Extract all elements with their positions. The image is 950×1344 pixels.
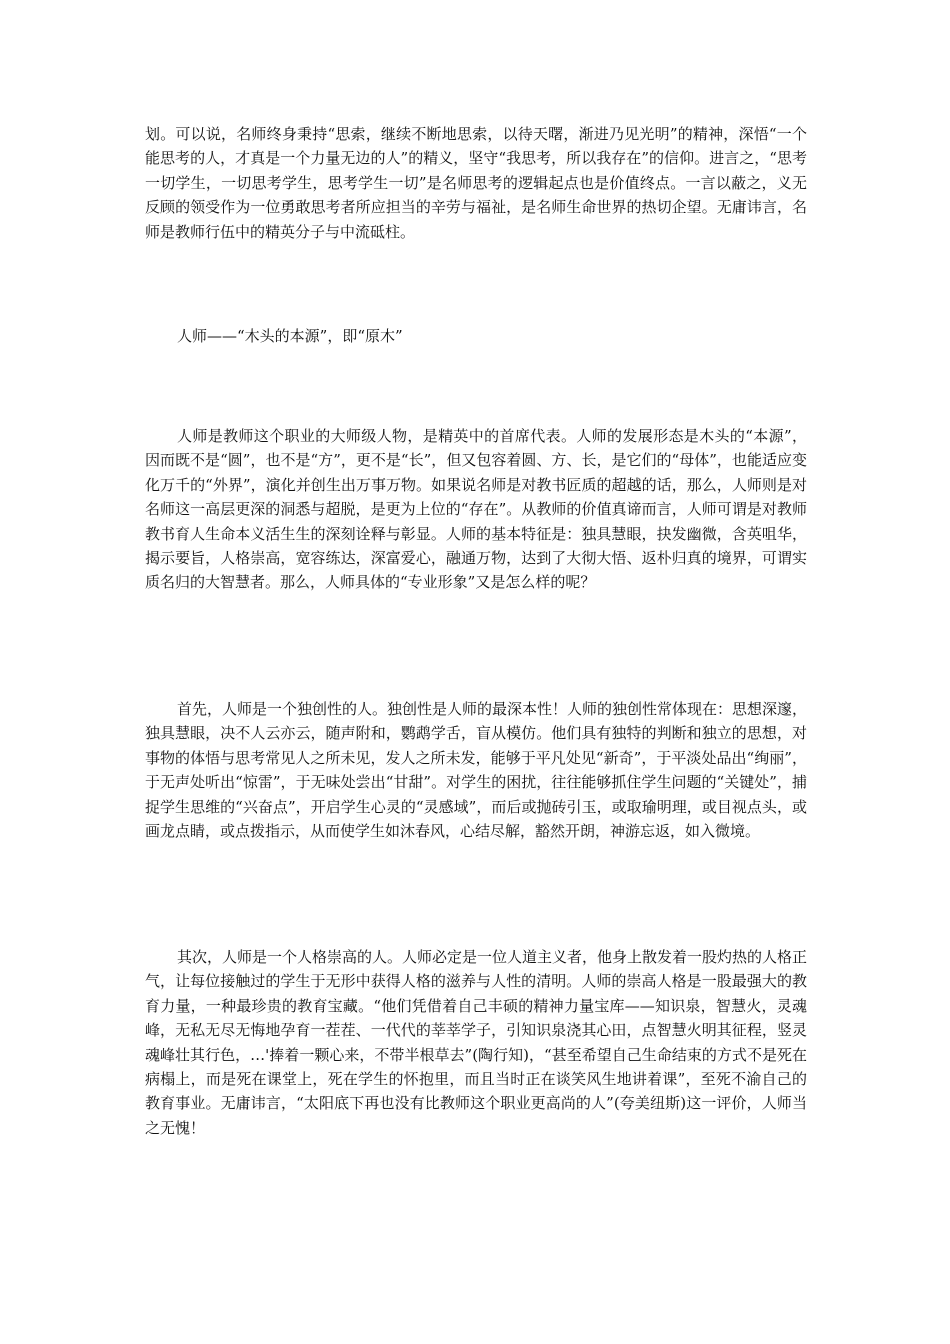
renshi-definition-paragraph: 人师是教师这个职业的大师级人物，是精英中的首席代表。人师的发展形态是木头的“本源”，因而既不是“圆”，也不是“方”，更不是“长”，但又包容着圆、方、长，是它们的“母体”，也能适应变化万千的“外界”，演化并创生出万事万物。如果说名师是对教书匠质的超越的话，那么，人师则是对名师这一高层更深的洞悉与超脱，是更为上位的“存在”。从教师的价值真谛而言，人师可谓是对教师教书育人生命本义活生生的深刻诠释与彰显。人师的基本特征是：独具慧眼，抉发幽微，含英咀华，揭示要旨，人格崇高，宽容练达，深富爱心，融通万物，达到了大彻大悟、返朴归真的境界，可谓实质名归的大智慧者。那么，人师具体的“专业形象”又是怎么样的呢？ — [145, 427, 807, 592]
intro-continuation-paragraph: 划。可以说，名师终身秉持“思索，继续不断地思索，以待天曙，渐进乃见光明”的精神，深悟“一个能思考的人，才真是一个力量无边的人”的精义，坚守“我思考，所以我存在”的信仰。进言之，“思考一切学生，一切思考学生，思考学生一切”是名师思考的逻辑起点也是价值终点。一言以蔽之，义无反顾的领受作为一位勇敢思考者所应担当的辛劳与福祉，是名师生命世界的热切企望。无庸讳言，名师是教师行伍中的精英分子与中流砥柱。 — [145, 125, 807, 241]
section-heading: 人师——“木头的本源”，即“原木” — [177, 327, 403, 345]
first-trait-paragraph: 首先，人师是一个独创性的人。独创性是人师的最深本性！人师的独创性常体现在：思想深邃，独具慧眼，决不人云亦云，随声附和，鹦鹉学舌，盲从模仿。他们具有独特的判断和独立的思想，对事物的体悟与思考常见人之所未见，发人之所未发，能够于平凡处见“新奇”，于平淡处品出“绚丽”，于无声处听出“惊雷”，于无味处尝出“甘甜”。对学生的困扰，往往能够抓住学生问题的“关键处”，捕捉学生思维的“兴奋点”，开启学生心灵的“灵感域”，而后或抛砖引玉，或取瑜明理，或目视点头，或画龙点睛，或点拨指示，从而使学生如沐春风，心结尽解，豁然开朗，神游忘返，如入微境。 — [145, 700, 808, 841]
second-trait-paragraph: 其次，人师是一个人格崇高的人。人师必定是一位人道主义者，他身上散发着一股灼热的人格正气，让每位接触过的学生于无形中获得人格的滋养与人性的清明。人师的崇高人格是一股最强大的教育力量，一种最珍贵的教育宝藏。“他们凭借着自己丰硕的精神力量宝库——知识泉，智慧火，灵魂峰，无私无尽无悔地孕育一茬茬、一代代的莘莘学子，引知识泉浇其心田，点智慧火明其征程，竖灵魂峰壮其行色，…'捧着一颗心来，不带半根草去”(陶行知)，“甚至希望自己生命结束的方式不是死在病榻上，而是死在课堂上，死在学生的怀抱里，而且当时正在谈笑风生地讲着课”，至死不渝自己的教育事业。无庸讳言，“太阳底下再也没有比教师这个职业更高尚的人”(夸美纽斯)这一评价，人师当之无愧！ — [145, 948, 808, 1137]
